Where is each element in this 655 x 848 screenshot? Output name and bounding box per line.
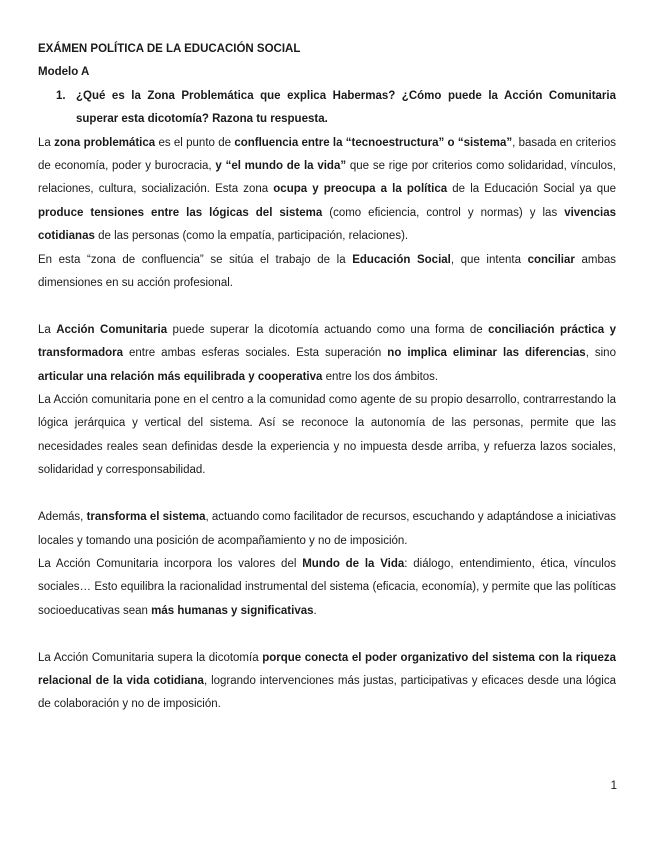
document-page xyxy=(38,38,616,717)
exam-title: EXÁMEN POLÍTICA DE LA EDUCACIÓN SOCIAL xyxy=(38,43,301,55)
question-item xyxy=(56,85,616,132)
model-label: Modelo A xyxy=(38,66,90,79)
paragraph-transforma: Además, transforma el sistema, actuando como facilitador de recursos, escuchando y adaptándose a iniciativas locales y tomando una posición de acompañamiento y no de imposición. xyxy=(38,511,616,547)
paragraph-zona-problematica: La zona problemática es el punto de confluencia entre la “tecnoestructura” o “sistema”, basada en criterios de economía, poder y burocracia, y “el mundo de la vida” que se rige por criterios como solidaridad, vínculos, relaciones, cultura, socialización. Esta zona ocupa y preocupa a la política de la Educación Social ya que produce tensiones entre las lógicas del sistema (como eficiencia, control y normas) y las vivencias cotidianas de las personas (como la empatía, participación, relaciones). xyxy=(38,136,617,243)
paragraph-accion-comunitaria: La Acción Comunitaria puede superar la dicotomía actuando como una forma de conciliación práctica y transformadora entre ambas esferas sociales. Esta superación no implica eliminar las diferencias, sino articular una relación más equilibrada y cooperativa entre los dos ámbitos. xyxy=(38,323,616,383)
question-text: ¿Qué es la Zona Problemática que explica Habermas? ¿Cómo puede la Acción Comunitaria superar esta dicotomía? Razona tu respuesta. xyxy=(76,89,616,126)
paragraph-conclusion: La Acción Comunitaria supera la dicotomía porque conecta el poder organizativo del sistema con la riqueza relacional de la vida cotidiana, logrando intervenciones más justas, participativas y eficaces desde una lógica de colaboración y no de imposición. xyxy=(38,651,617,711)
question-number: 1. xyxy=(56,89,66,102)
paragraph-educacion-social: En esta “zona de confluencia” se sitúa el trabajo de la Educación Social, que intenta conciliar ambas dimensiones en su acción profesional. xyxy=(38,253,616,290)
paragraph-mundo-vida: La Acción Comunitaria incorpora los valores del Mundo de la Vida: diálogo, entendimiento, ética, vínculos sociales… Esto equilibra la racionalidad instrumental del sistema (eficacia, economía), y permite que las políticas socioeducativas sean más humanas y significativas. xyxy=(38,557,617,617)
paragraph-comunidad: La Acción comunitaria pone en el centro a la comunidad como agente de su propio desarrollo, contrarrestando la lógica jerárquica y vertical del sistema. Así se reconoce la autonomía de las personas, permite que las necesidades reales sean definidas desde la experiencia y no impuesta desde arriba, y refuerza lazos sociales, solidaridad y corresponsabilidad. xyxy=(38,394,616,477)
page-number: 1 xyxy=(610,780,617,792)
